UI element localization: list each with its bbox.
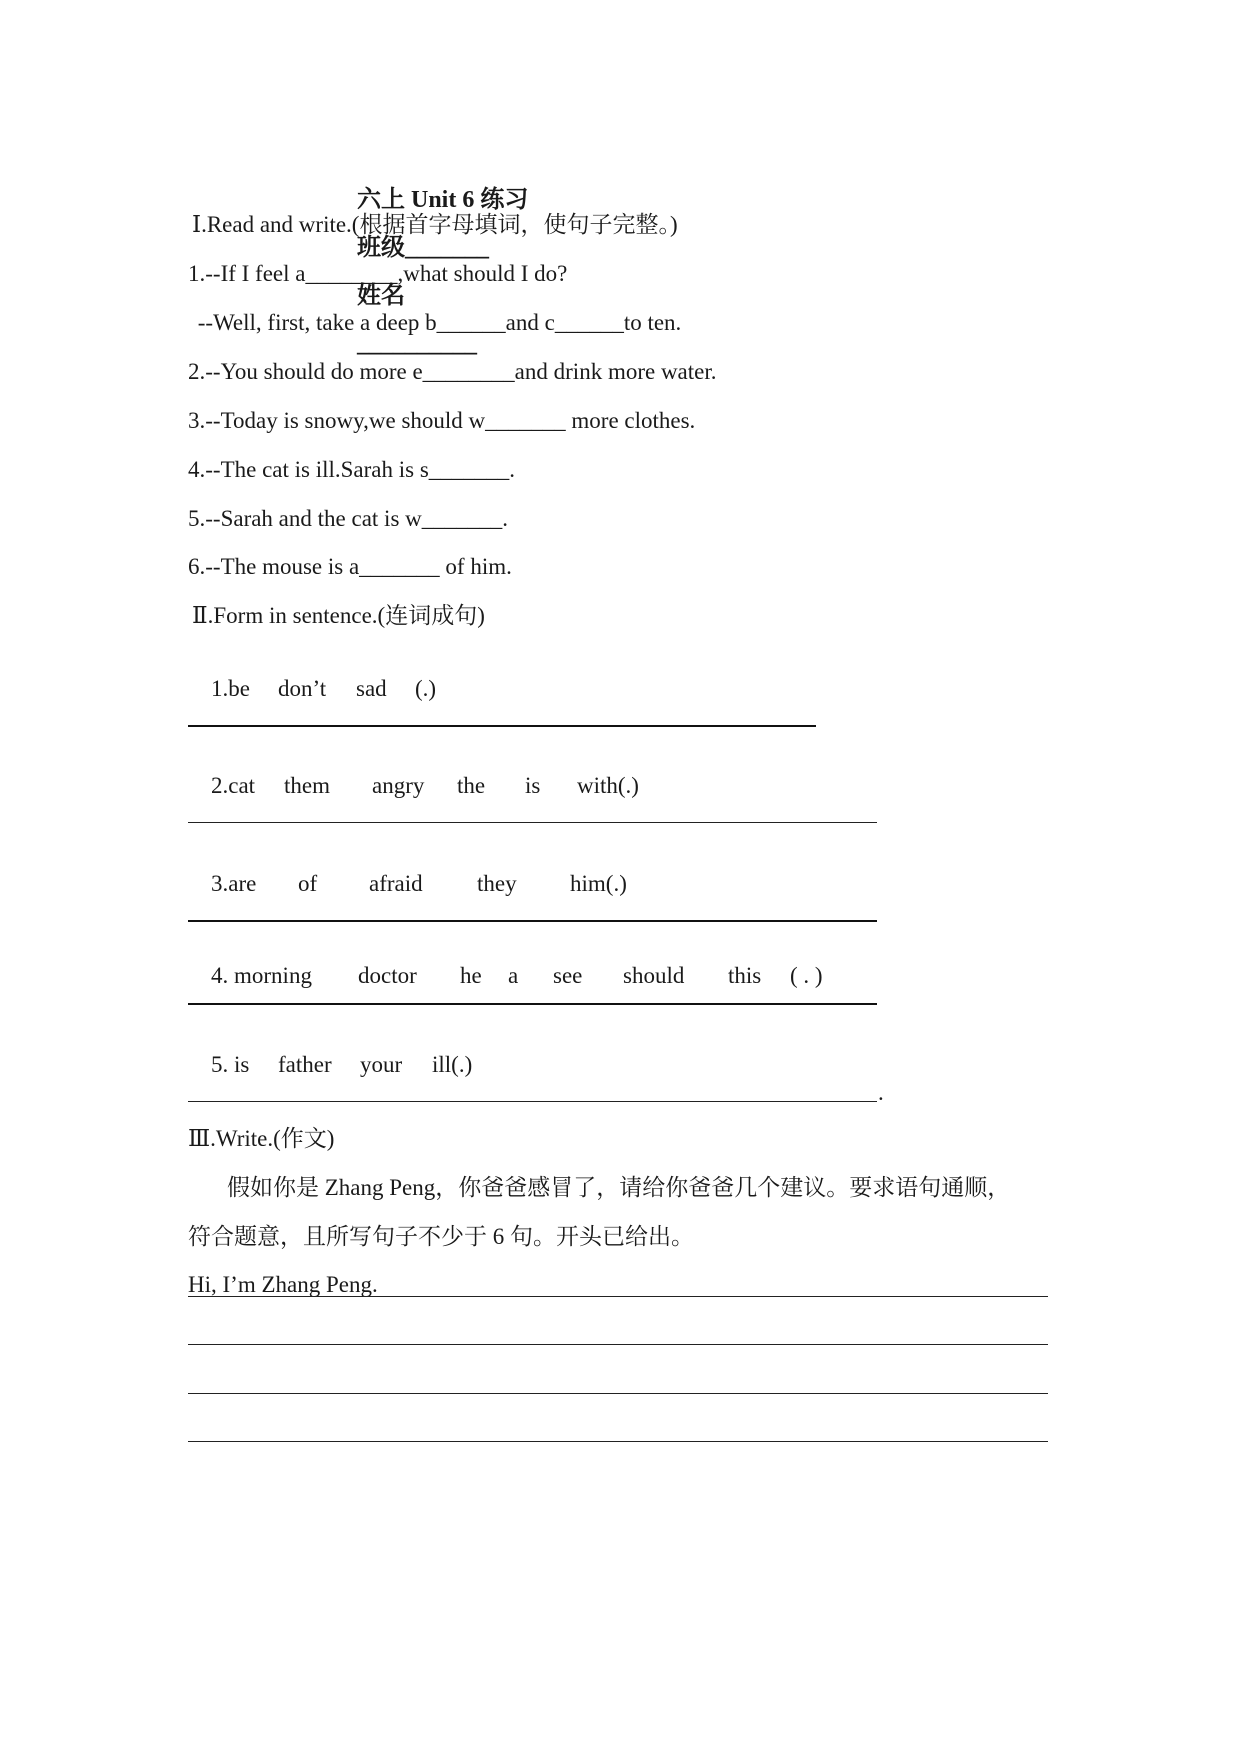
- answer-line-2[interactable]: [188, 822, 877, 823]
- writing-line-2[interactable]: [188, 1344, 1048, 1345]
- word: 3.are: [211, 871, 257, 896]
- class-blank[interactable]: _______: [405, 235, 489, 261]
- word: 5. is: [211, 1052, 250, 1077]
- word: afraid: [369, 871, 423, 896]
- name-blank[interactable]: __________: [357, 331, 477, 357]
- section2-item-2: [188, 751, 639, 820]
- word: is: [525, 773, 541, 798]
- writing-line-3[interactable]: [188, 1393, 1048, 1394]
- writing-prompt-line-2: 符合题意，且所写句子不少于 6 句。开头已给出。: [188, 1224, 694, 1249]
- word: the: [457, 773, 486, 798]
- section1-line-3[interactable]: 2.--You should do more e________and drink more water.: [188, 359, 717, 384]
- writing-prompt-line-1: 假如你是 Zhang Peng，你爸爸感冒了，请给你爸爸几个建议。要求语句通顺，: [227, 1175, 1011, 1200]
- title-text: 六上 Unit 6 练习: [357, 187, 529, 213]
- word: with(.): [577, 773, 639, 798]
- section2-item-3: [188, 849, 627, 918]
- word: father: [278, 1052, 332, 1077]
- section2-item-5: [188, 1030, 472, 1099]
- section1-line-1[interactable]: 1.--If I feel a________,what should I do?: [188, 261, 568, 286]
- section1-line-7[interactable]: 6.--The mouse is a_______ of him.: [188, 554, 512, 579]
- word: 1.be: [211, 676, 250, 701]
- word: sad: [356, 676, 387, 701]
- word: them: [284, 773, 330, 798]
- writing-line-1[interactable]: [188, 1296, 1048, 1297]
- word: a: [508, 963, 519, 988]
- word: (.): [415, 676, 437, 701]
- answer-line-4[interactable]: [188, 1003, 877, 1005]
- word: your: [360, 1052, 403, 1077]
- section2-item-1: [188, 654, 436, 723]
- section2-item-4: [188, 941, 823, 1010]
- word: him(.): [570, 871, 627, 896]
- word: should: [623, 963, 685, 988]
- section1-heading: Ⅰ.Read and write.(根据首字母填词，使句子完整。): [192, 212, 678, 237]
- word: don’t: [278, 676, 327, 701]
- word: angry: [372, 773, 425, 798]
- writing-opening: Hi, I’m Zhang Peng.: [188, 1272, 378, 1297]
- answer-line-5-period: .: [878, 1080, 884, 1105]
- section3-heading: Ⅲ.Write.(作文): [188, 1126, 335, 1151]
- word: they: [477, 871, 517, 896]
- word: this: [728, 963, 762, 988]
- writing-line-4[interactable]: [188, 1441, 1048, 1442]
- answer-line-1[interactable]: [188, 725, 816, 727]
- class-label: 班级: [357, 235, 405, 261]
- word: ( . ): [790, 963, 823, 988]
- word: he: [460, 963, 482, 988]
- name-label: 姓名: [357, 283, 405, 309]
- word: see: [553, 963, 583, 988]
- section1-line-6[interactable]: 5.--Sarah and the cat is w_______.: [188, 506, 509, 531]
- word: 2.cat: [211, 773, 256, 798]
- section1-line-2[interactable]: --Well, first, take a deep b______and c______to ten.: [192, 310, 682, 335]
- word: ill(.): [432, 1052, 473, 1077]
- answer-line-5[interactable]: [188, 1101, 877, 1102]
- word: 4. morning: [211, 963, 312, 988]
- section2-heading: Ⅱ.Form in sentence.(连词成句): [192, 603, 485, 628]
- section1-line-5[interactable]: 4.--The cat is ill.Sarah is s_______.: [188, 457, 516, 482]
- word: doctor: [358, 963, 417, 988]
- section1-line-4[interactable]: 3.--Today is snowy,we should w_______ more clothes.: [188, 408, 696, 433]
- answer-line-3[interactable]: [188, 920, 877, 922]
- word: of: [298, 871, 318, 896]
